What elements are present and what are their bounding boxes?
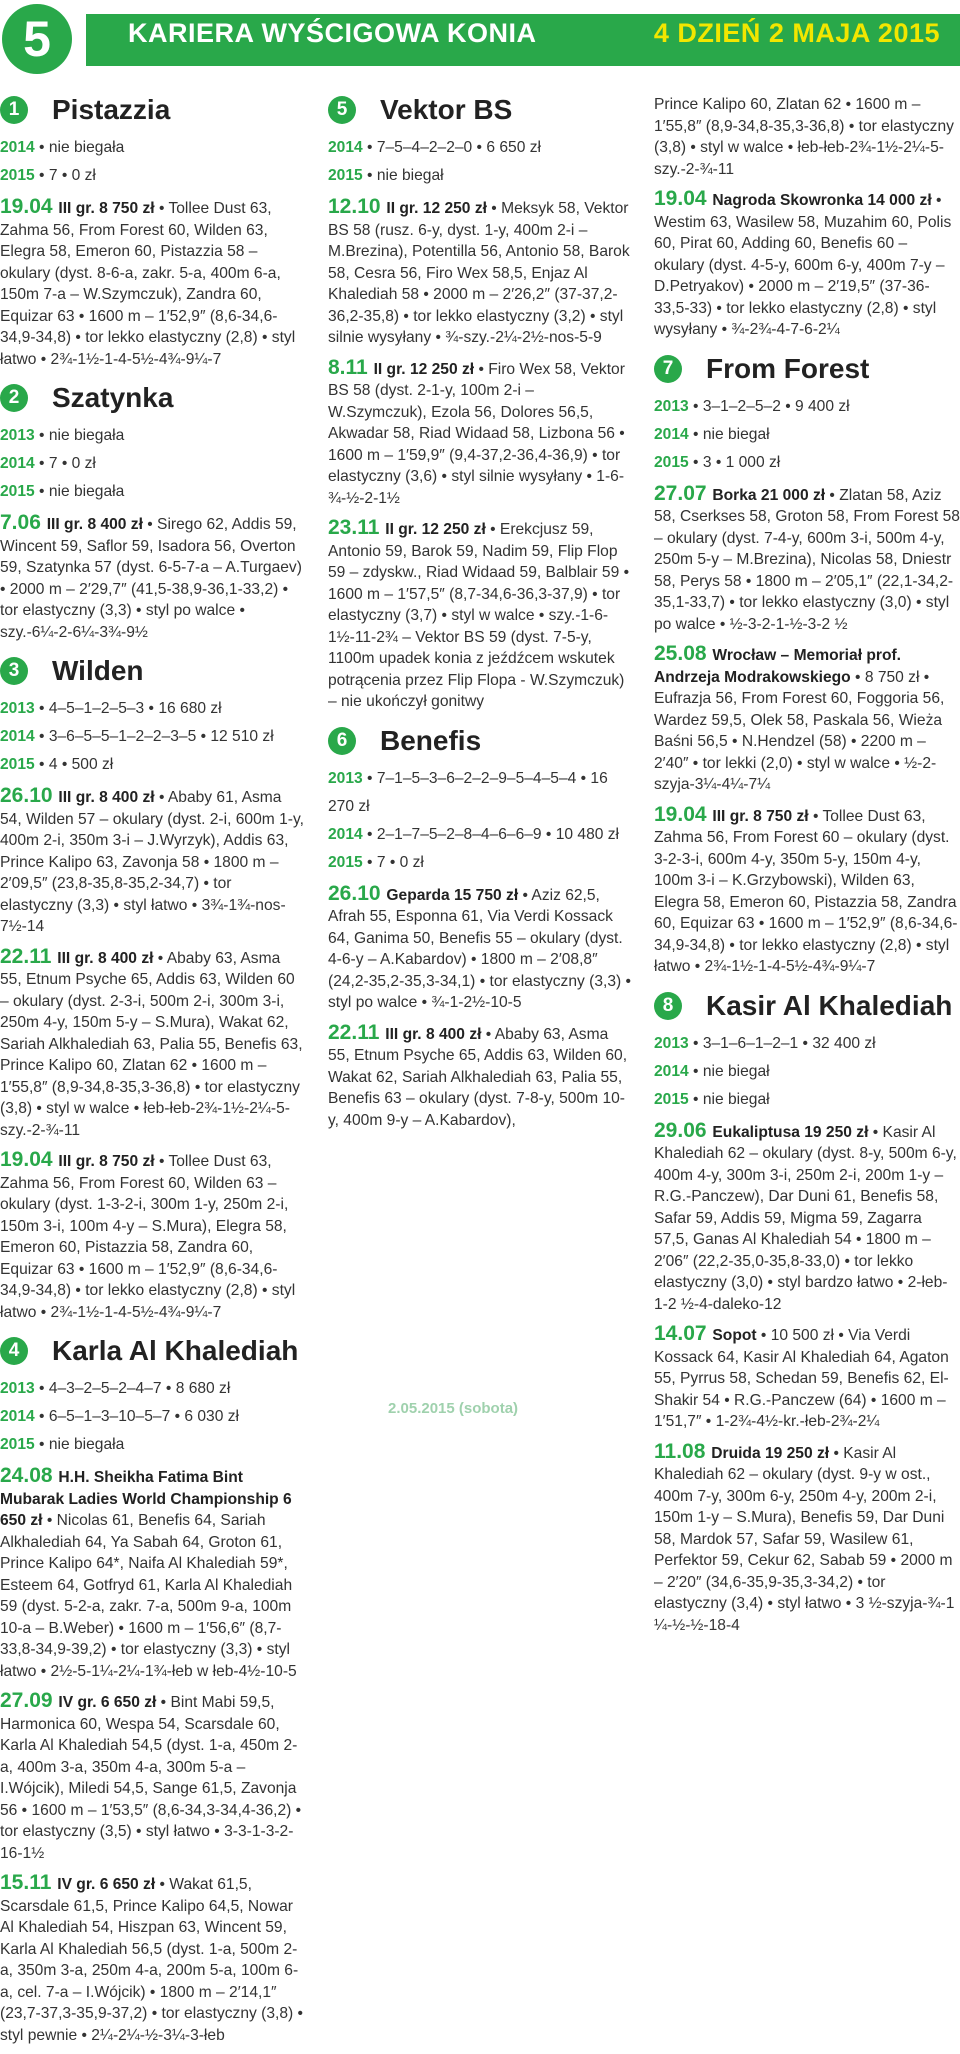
- race-record-title: Sopot: [712, 1327, 761, 1344]
- season-year: 2013: [0, 1380, 35, 1397]
- column-1: [0, 88, 306, 2054]
- race-record: [0, 1149, 306, 1323]
- horse-name: Vektor BS: [380, 94, 513, 125]
- season-year: 2015: [0, 1436, 35, 1453]
- race-record-details: • Ababy 63, Asma 55, Etnum Psyche 65, Addis 63, Wilden 60 – okulary (dyst. 2-3-i, 500m 2-i, 300m 3-i, 250m 4-y, 150m 5-y – S.Mura), Wakat 62, Sariah Alkhalediah 63, Palia 55, Benefis 63, Prince Kalipo 60, Zlatan 62 • 1600 m – 1′55,8″ (8,9-34,8-35,3-36,8) • tor elastyczny (3,8) • styl w walce • łeb-łeb-2¾-1½-2¼-5-szy.-2-¾-11: [0, 949, 303, 1139]
- race-record-title: H.H. Sheikha Fatima Bint Mubarak Ladies World Championship 6 650 zł: [0, 1469, 292, 1529]
- race-record-title: Nagroda Skowronka 14 000 zł: [712, 192, 936, 209]
- race-record-title: IV gr. 6 650 zł: [58, 1694, 161, 1711]
- horse-number: 5: [328, 96, 356, 124]
- season-year: 2015: [0, 167, 35, 184]
- race-record-details: • Zlatan 58, Aziz 58, Cserkses 58, Groton 58, From Forest 58 – okulary (dyst. 7-4-y, 600m 3-i, 500m 4-y, 250m 5-y – M.Brezina), Nicolas 58, Dniestr 58, Perys 58 • 1800 m – 2′05,1″ (22,1-34,2-35,1-33,7) • tor lekko elastyczny (3,0) • styl po walce • ½-3-2-1-½-3-2 ½: [654, 486, 960, 633]
- season-year: 2013: [654, 397, 689, 415]
- horse-entry: [0, 651, 306, 1323]
- horse-entry: [328, 90, 634, 713]
- horse-entry: [654, 94, 960, 341]
- horse-entry: [654, 986, 960, 1637]
- race-record-details: • Kasir Al Khalediah 62 – okulary (dyst. 9-y w ost., 400m 7-y, 300m 6-y, 250m 4-y, 200m 2-i, 150m 1-y – S.Mura), Benefis 59, Dar Duni 58, Mardok 57, Safar 59, Wasilew 61, Perfektor 59, Cekur 62, Sabab 59 • 2000 m – 2′20″ (34,6-35,9-35,3-34,2) • tor elastyczny (3,4) • styl łatwo • 3 ½-szyja-¾-1 ¼-½-½-18-4: [654, 1444, 955, 1634]
- horse-header: [328, 721, 634, 761]
- season-summary: • 7 • 0 zł: [362, 853, 424, 871]
- race-record-date: 19.04: [0, 1148, 59, 1171]
- race-record-details: • Sirego 62, Addis 59, Wincent 59, Saflor 59, Isadora 56, Overton 59, Szatynka 57 (dyst. 6-5-7-a – A.Turgaev) • 2000 m – 2′29,7″ (41,5-38,9-36,1-33,2) • tor elastyczny (3,3) • styl po walce • szy.-6¼-2-6¼-3¾-9½: [0, 516, 302, 641]
- horse-header: [0, 378, 306, 418]
- race-record-title: III gr. 8 400 zł: [57, 949, 158, 967]
- page-header: [0, 0, 960, 80]
- race-record-date: 12.10: [328, 195, 387, 218]
- horse-number: 8: [654, 992, 682, 1020]
- season-stat: [328, 821, 634, 849]
- horse-header: [0, 651, 306, 691]
- race-record: [328, 357, 634, 510]
- race-record-date: 27.07: [654, 481, 713, 505]
- horse-name: From Forest: [706, 352, 870, 384]
- season-summary: • nie biegał: [688, 425, 770, 443]
- race-record-title: IV gr. 6 650 zł: [57, 1876, 160, 1893]
- season-stat: [654, 1030, 960, 1058]
- race-record-details: • Wakat 61,5, Scarsdale 61,5, Prince Kalipo 64,5, Nowar Al Khalediah 54, Hiszpan 63, Wincent 59, Karla Al Khalediah 56,5 (dyst. 1-a, 500m 2-a, 350m 3-a, 250m 4-a, 200m 5-a, 100m 6-a, cel. 7-a – I.Wójcik) • 1800 m – 2′14,1″ (23,7-37,3-35,9-37,2) • tor elastyczny (3,8) • styl pewnie • 2¼-2¼-½-3¼-3-łeb: [0, 1876, 304, 2044]
- season-stat: [654, 449, 960, 477]
- horse-number: 6: [328, 727, 356, 755]
- season-summary: • 3 • 1 000 zł: [688, 453, 781, 471]
- season-year: 2015: [654, 453, 689, 471]
- season-stat: [0, 1375, 306, 1403]
- race-record-details: • Nicolas 61, Benefis 64, Sariah Alkhalediah 64, Ya Sabah 64, Groton 61, Prince Kalipo 64*, Naifa Al Khalediah 59*, Esteem 64, Gotfryd 61, Karla Al Khalediah 59 (dyst. 5-2-a, zakr. 7-a, 500m 9-a, 100m 10-a – B.Weber) • 1600 m – 1′56,6″ (8,7-33,8-34,9-39,2) • tor elastyczny (3,3) • styl łatwo • 2½-5-1¼-2¼-1¾-łeb w łeb-4½-10-5: [0, 1512, 297, 1680]
- season-summary: • 7–5–4–2–2–0 • 6 650 zł: [362, 139, 541, 156]
- race-record-date: 19.04: [0, 195, 59, 218]
- season-year: 2015: [328, 853, 363, 871]
- race-record-details: • Tollee Dust 63, Zahma 56, From Forest 60, Wilden 63, Elegra 58, Emeron 60, Pistazzia 58 – okulary (dyst. 8-6-a, zakr. 5-a, 400m 6-a, 150m 7-a – W.Szymczuk), Zandra 60, Equizar 63 • 1600 m – 1′52,9″ (8,6-34,6-34,9-34,8) • tor lekko elastyczny (2,8) • styl łatwo • 2¾-1½-1-4-5½-4¾-9¼-7: [0, 200, 296, 368]
- horse-header: [0, 1331, 306, 1371]
- race-record-date: 29.06: [654, 1118, 713, 1142]
- season-summary: • nie biegał: [362, 167, 444, 184]
- race-record-date: 27.09: [0, 1689, 59, 1712]
- horse-name: Szatynka: [52, 382, 174, 413]
- page-title: KARIERA WYŚCIGOWA KONIA: [128, 18, 537, 48]
- season-stat: [654, 1058, 960, 1086]
- season-stat: [0, 478, 306, 506]
- race-record: [328, 517, 634, 713]
- season-summary: • nie biegała: [34, 1436, 125, 1453]
- season-stat: [654, 393, 960, 421]
- race-record: [654, 1323, 960, 1433]
- horse-entry: [654, 349, 960, 978]
- footer-date: 2.05.2015 (sobota): [388, 1400, 519, 1417]
- race-record: [0, 1465, 306, 1682]
- season-summary: • 2–1–7–5–2–8–4–6–6–9 • 10 480 zł: [362, 825, 620, 843]
- race-record: [0, 1872, 306, 2046]
- race-record-date: 7.06: [0, 511, 47, 534]
- season-year: 2013: [0, 700, 35, 717]
- race-record-title: II gr. 12 250 zł: [373, 360, 479, 378]
- horse-name: Pistazzia: [52, 94, 171, 125]
- season-summary: • 3–1–2–5–2 • 9 400 zł: [688, 397, 850, 415]
- season-summary: • 7 • 0 zł: [34, 455, 96, 472]
- horse-name: Wilden: [52, 655, 144, 686]
- season-stat: [0, 1431, 306, 1459]
- season-stat: [0, 723, 306, 751]
- season-year: 2014: [654, 1062, 689, 1080]
- race-record-date: 25.08: [654, 642, 713, 665]
- race-record-title: III gr. 8 750 zł: [58, 1153, 159, 1170]
- horse-header: [654, 986, 960, 1026]
- season-stat: [0, 162, 306, 190]
- horse-entry: [328, 721, 634, 1132]
- horse-header: [328, 90, 634, 130]
- horse-name: Karla Al Khalediah: [52, 1335, 299, 1366]
- race-record: [0, 946, 306, 1142]
- race-record: [0, 785, 306, 938]
- horse-number: 4: [0, 1337, 28, 1365]
- race-number-badge: 5: [2, 4, 72, 74]
- season-summary: • nie biegała: [34, 483, 125, 500]
- season-summary: • nie biegał: [688, 1062, 770, 1080]
- race-record-title: III gr. 8 750 zł: [58, 200, 159, 217]
- season-year: 2014: [654, 425, 689, 443]
- race-record-details: • Ababy 61, Asma 54, Wilden 57 – okulary (dyst. 2-i, 600m 1-y, 400m 2-i, 350m 3-i – J.Wyrzyk), Addis 63, Prince Kalipo 63, Zavonja 58 • 1800 m – 2′09,5″ (23,8-35,8-35,2-34,7) • tor elastyczny (3,3) • styl łatwo • 3¾-1¾-nos-7½-14: [0, 789, 304, 935]
- race-record-date: 26.10: [328, 881, 387, 905]
- season-year: 2014: [0, 1408, 35, 1425]
- horse-name: Kasir Al Khalediah: [706, 989, 953, 1021]
- horse-entry: [0, 1331, 306, 2046]
- season-summary: • 7–1–5–3–6–2–2–9–5–4–5–4 • 16 270 zł: [328, 769, 608, 815]
- season-stat: [328, 134, 634, 162]
- season-stat: [328, 765, 634, 821]
- race-record: [654, 188, 960, 341]
- season-summary: • 3–1–6–1–2–1 • 32 400 zł: [688, 1034, 876, 1052]
- horse-entry: [0, 378, 306, 643]
- season-stat: [0, 695, 306, 723]
- race-record-title: Gepardа 15 750 zł: [386, 886, 523, 904]
- column-3: [654, 88, 960, 1644]
- horse-name: Benefis: [380, 724, 482, 756]
- race-record-details: • Tollee Dust 63, Zahma 56, From Forest 60, Wilden 63 – okulary (dyst. 1-3-2-i, 300m 1-y, 250m 2-i, 150m 3-i, 100m 4-y – S.Mura), Elegra 58, Emeron 60, Pistazzia 58, Zandra 60, Equizar 63 • 1600 m – 1′52,9″ (8,6-34,6-34,9-34,8) • tor lekko elastyczny (2,8) • styl łatwo • 2¾-1½-1-4-5½-4¾-9¼-7: [0, 1153, 296, 1321]
- season-summary: • 4 • 500 zł: [34, 756, 114, 773]
- race-record-details: • Bint Mabi 59,5, Harmonica 60, Wespa 54, Scarsdale 60, Karla Al Khalediah 54,5 (dyst. 1-a, 450m 2-a, 400m 3-a, 350m 4-a, 300m 5-a – I.Wójcik), Miledi 54,5, Sange 61,5, Zavonja 56 • 1600 m – 1′53,5″ (8,6-34,3-34,4-36,2) • tor elastyczny (3,5) • styl łatwo • 3-3-1-3-2-16-1½: [0, 1694, 302, 1862]
- race-record-details: • Ababy 63, Asma 55, Etnum Psyche 65, Addis 63, Wilden 60, Wakat 62, Sariah Alkhalediah 63, Palia 55, Benefis 63 – okulary (dyst. 7-8-y, 500m 10-y, 400m 9-y – A.Kabardov),: [328, 1025, 628, 1129]
- season-year: 2014: [0, 139, 35, 156]
- race-record: [654, 483, 960, 636]
- season-year: 2015: [654, 1090, 689, 1108]
- race-record: [0, 196, 306, 370]
- race-record: [654, 94, 960, 180]
- race-record-date: 19.04: [654, 802, 713, 826]
- race-record: [328, 883, 634, 1014]
- race-record-date: 11.08: [654, 1439, 712, 1463]
- season-summary: • 4–3–2–5–2–4–7 • 8 680 zł: [34, 1380, 231, 1397]
- race-record: [654, 643, 960, 796]
- horse-number: 1: [0, 96, 28, 124]
- race-record-title: Eukaliptusa 19 250 zł: [712, 1123, 873, 1141]
- race-date: 4 DZIEŃ 2 MAJA 2015: [653, 18, 940, 48]
- season-year: 2014: [328, 825, 363, 843]
- race-record-date: 24.08: [0, 1464, 59, 1487]
- horse-header: [654, 349, 960, 389]
- race-record-details: • Firo Wex 58, Vektor BS 58 (dyst. 2-1-y, 100m 2-i – W.Szymczuk), Ezola 56, Dolores 56,5, Akwadar 58, Riad Widaad 58, Lizbona 56 • 1600 m – 1′59,9″ (9,4-37,2-36,4-36,9) • tor elastyczny (3,6) • styl silnie wysyłany • 1-6-¾-½-2-1½: [328, 360, 625, 507]
- race-record-date: 23.11: [328, 516, 386, 539]
- horse-entry: [0, 90, 306, 370]
- season-year: 2014: [328, 139, 363, 156]
- race-record-title: Borka 21 000 zł: [712, 486, 830, 504]
- race-record-title: II gr. 12 250 zł: [385, 521, 491, 538]
- horse-number: 7: [654, 355, 682, 383]
- season-stat: [0, 751, 306, 779]
- season-year: 2015: [328, 167, 363, 184]
- season-summary: • nie biegała: [34, 139, 125, 156]
- race-record-details: • Westim 63, Wasilew 58, Muzahim 60, Polis 60, Pirat 60, Adding 60, Benefis 60 – okulary (dyst. 4-5-y, 600m 6-y, 400m 7-y – D.Petryakov) • 2000 m – 2′19,5″ (37-36-33,5-33) • tor lekko elastyczny (2,8) • styl wysyłany • ¾-2¾-4-7-6-2¼: [654, 192, 952, 338]
- race-record: [328, 196, 634, 349]
- season-summary: • nie biegała: [34, 427, 125, 444]
- race-record-title: III gr. 8 400 zł: [58, 789, 159, 806]
- season-summary: • 3–6–5–5–1–2–2–3–5 • 12 510 zł: [34, 728, 274, 745]
- season-summary: • 6–5–1–3–10–5–7 • 6 030 zł: [34, 1408, 239, 1425]
- race-record-date: 14.07: [654, 1322, 713, 1345]
- race-record-date: 8.11: [328, 355, 374, 379]
- race-record-details: • Tollee Dust 63, Zahma 56, From Forest 60 – okulary (dyst. 3-2-3-i, 600m 4-y, 350m 5-y, 150m 4-y, 100m 3-i – K.Grzybowski), Wilden 63, Elegra 58, Emeron 60, Pistazzia 58, Zandra 60, Equizar 63 • 1600 m – 1′52,9″ (8,6-34,6-34,9-34,8) • tor lekko elastyczny (2,8) • styl łatwo • 2¾-1½-1-4-5½-4¾-9¼-7: [654, 807, 958, 975]
- season-year: 2014: [0, 728, 35, 745]
- horse-header: [0, 90, 306, 130]
- race-record-details: • 10 500 zł • Via Verdi Kossack 64, Kasir Al Khalediah 64, Agaton 55, Pyrrus 58, Schedan 59, Benefis 62, El-Shakir 54 • R.G.-Panczew (64) • 1600 m – 1′51,7″ • 1-2¾-4½-kr.-łeb-2¾-2¼: [654, 1327, 949, 1430]
- race-record-title: III gr. 8 750 zł: [712, 807, 813, 825]
- race-record: [0, 512, 306, 643]
- season-stat: [654, 1086, 960, 1114]
- season-year: 2013: [0, 427, 35, 444]
- race-record-title: III gr. 8 400 zł: [385, 1025, 486, 1043]
- season-stat: [0, 422, 306, 450]
- season-year: 2014: [0, 455, 35, 472]
- race-record-date: 19.04: [654, 187, 713, 210]
- race-record-details: • Kasir Al Khalediah 62 – okulary (dyst. 8-y, 500m 6-y, 400m 4-y, 300m 3-i, 250m 2-i, 200m 1-y – R.G.-Panczew), Dar Duni 61, Benefis 58, Safar 59, Addis 59, Migma 59, Zagarra 57,5, Ganas Al Khalediah 54 • 1800 m – 2′06″ (22,2-35,0-35,8-33,0) • tor lekko elastyczny (3,0) • styl bardzo łatwo • 2-łeb-1-2 ½-4-daleko-12: [654, 1123, 957, 1313]
- race-record: [328, 1022, 634, 1132]
- season-stat: [328, 849, 634, 877]
- race-record: [0, 1690, 306, 1864]
- race-record: [654, 1120, 960, 1316]
- race-record: [654, 1441, 960, 1637]
- season-stat: [0, 134, 306, 162]
- season-summary: • 7 • 0 zł: [34, 167, 96, 184]
- race-record-details: • Erekcjusz 59, Antonio 59, Barok 59, Nadim 59, Flip Flop 59 – zdyskw., Riad Widaad 59, Balblair 59 • 1600 m – 1′57,5″ (8,7-34,6-36,3-37,9) • tor elastyczny (3,7) • styl w walce • szy.-1-6-1½-11-2¾ – Vektor BS 59 (dyst. 7-5-y, 1100m upadek konia z jeźdźcem wskutek potrącenia przez Flip Flopa - W.Szymczuk) – nie ukończył gonitwy: [328, 521, 630, 710]
- race-record-title: Druida 19 250 zł: [711, 1444, 834, 1462]
- race-record-details: Prince Kalipo 60, Zlatan 62 • 1600 m – 1′55,8″ (8,9-34,8-35,3-36,8) • tor elastyczny (3,8) • styl w walce • łeb-łeb-2¾-1½-2¼-5-szy.-2-¾-11: [654, 96, 954, 178]
- race-record-details: • 8 750 zł • Eufrazja 56, From Forest 60, Foggoria 56, Wardez 59,5, Olek 58, Paskala 56, Wieża Baśni 56,5 • N.Hendzel (58) • 2200 m – 2′40″ • tor lekki (2,0) • styl w walce • ½-2-szyja-3¼-4¼-7¼: [654, 668, 945, 793]
- race-record-title: II gr. 12 250 zł: [386, 200, 492, 217]
- season-year: 2015: [0, 756, 35, 773]
- season-stat: [328, 162, 634, 190]
- race-record-date: 15.11: [0, 1871, 58, 1894]
- race-record-title: Wrocław – Memoriał prof. Andrzeja Modrakowskiego: [654, 647, 902, 686]
- horse-number: 2: [0, 384, 28, 412]
- season-year: 2013: [654, 1034, 689, 1052]
- race-record-details: • Meksyk 58, Vektor BS 58 (rusz. 6-y, dyst. 1-y, 400m 2-i – M.Brezina), Potentilla 56, Antonio 58, Barok 58, Cesra 56, Firo Wex 58,5, Enjaz Al Khalediah 58 • 2000 m – 2′26,2″ (37-37,2-36,2-35,8) • tor lekko elastyczny (3,2) • styl silnie wysyłany • ¾-szy.-2¼-2½-nos-5-9: [328, 200, 630, 346]
- race-record-details: • Aziz 62,5, Afrah 55, Esponna 61, Via Verdi Kossack 64, Ganima 50, Benefis 55 – okulary (dyst. 4-6-y – A.Kabardov) • 1800 m – 2′08,8″ (24,2-35,2-35,3-34,1) • tor elastyczny (3,3) • styl po walce • ¾-1-2½-10-5: [328, 886, 632, 1011]
- race-record-title: III gr. 8 400 zł: [46, 516, 148, 533]
- season-stat: [0, 450, 306, 478]
- season-year: 2013: [328, 769, 363, 787]
- race-record-date: 22.11: [328, 1020, 386, 1044]
- season-summary: • nie biegał: [688, 1090, 770, 1108]
- season-year: 2015: [0, 483, 35, 500]
- race-record-date: 26.10: [0, 784, 59, 807]
- race-record-date: 22.11: [0, 944, 58, 968]
- column-2: [328, 88, 634, 1139]
- horse-number: 3: [0, 657, 28, 685]
- season-stat: [0, 1403, 306, 1431]
- season-summary: • 4–5–1–2–5–3 • 16 680 zł: [34, 700, 222, 717]
- race-record: [654, 804, 960, 978]
- season-stat: [654, 421, 960, 449]
